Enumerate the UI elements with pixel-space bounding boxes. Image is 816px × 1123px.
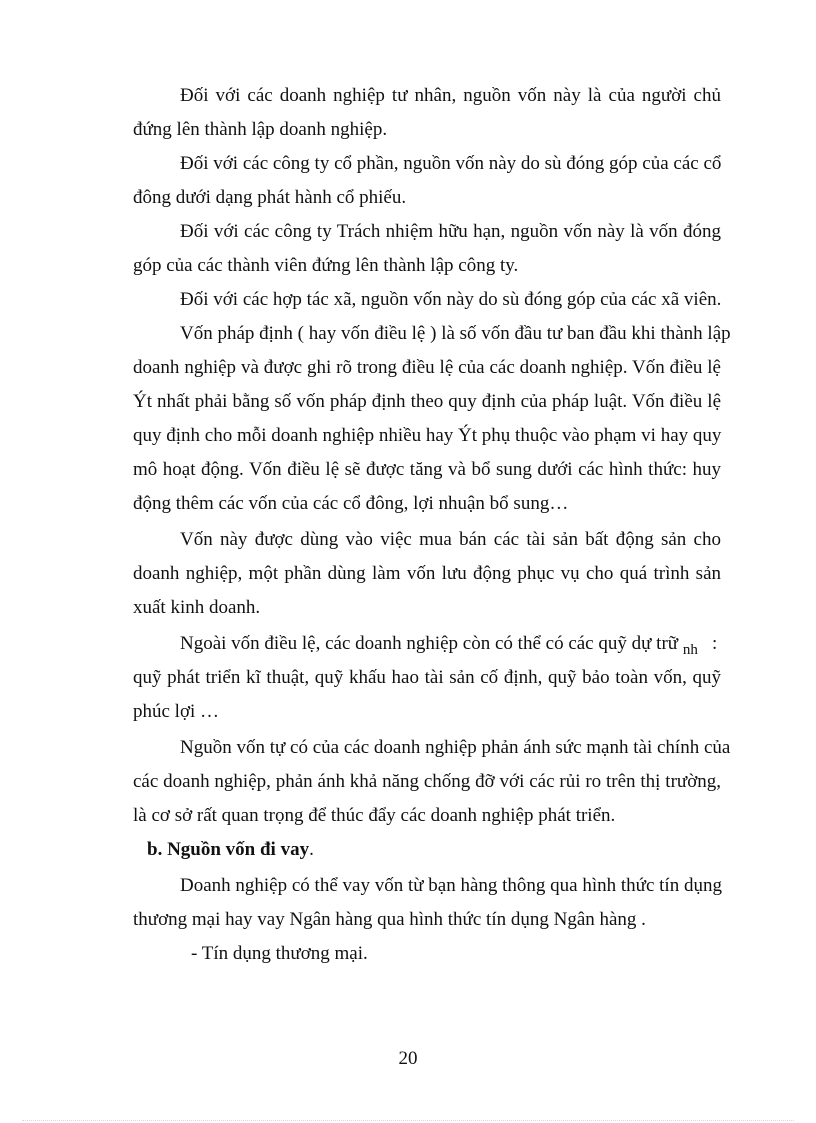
- text-line: Đối với các doanh nghiệp tư nhân, nguồn vốn này là của người chủ: [180, 85, 721, 106]
- text-line: Đối với các công ty Trách nhiệm hữu hạn, nguồn vốn này là vốn đóng: [180, 221, 721, 242]
- text-line: :: [712, 633, 718, 654]
- text-line: góp của các thành viên đứng lên thành lập công ty.: [133, 255, 519, 276]
- text-line: đông dưới dạng phát hành cổ phiếu.: [133, 187, 407, 208]
- text-line: phúc lợi …: [133, 701, 220, 722]
- text-line: Ýt nhất phải bằng số vốn pháp định theo quy định của pháp luật. Vốn điều lệ: [133, 391, 721, 412]
- section-heading: [147, 838, 314, 862]
- list-item: - Tín dụng thương mại.: [191, 943, 368, 964]
- text-line: mô hoạt động. Vốn điều lệ sẽ được tăng và bổ sung dưới các hình thức: huy: [133, 459, 721, 480]
- text-line: đứng lên thành lập doanh nghiệp.: [133, 119, 388, 140]
- text-line: Nguồn vốn tự có của các doanh nghiệp phản ánh sức mạnh tài chính của: [180, 737, 731, 758]
- text-line: [180, 632, 698, 657]
- text-line: các doanh nghiệp, phản ánh khả năng chống đỡ với các rủi ro trên thị trường,: [133, 771, 721, 792]
- text-line: là cơ sở rất quan trọng để thúc đẩy các doanh nghiệp phát triển.: [133, 805, 616, 826]
- heading-text: b. Nguồn vốn đi vay: [147, 839, 310, 860]
- text-line: Đối với các công ty cổ phần, nguồn vốn này do sù đóng góp của các cổ: [180, 153, 722, 174]
- page-divider: [22, 1120, 794, 1121]
- text-line: xuất kinh doanh.: [133, 597, 261, 618]
- text-line: động thêm các vốn của các cổ đông, lợi nhuận bổ sung…: [133, 493, 569, 514]
- text-line: Vốn pháp định ( hay vốn điều lệ ) là số vốn đầu tư ban đầu khi thành lập: [180, 323, 731, 344]
- subscript-text: nh: [682, 642, 698, 658]
- text-line: doanh nghiệp, một phần dùng làm vốn lưu động phục vụ cho quá trình sản: [133, 563, 721, 584]
- text-line: thương mại hay vay Ngân hàng qua hình thức tín dụng Ngân hàng .: [133, 909, 646, 930]
- heading-period: .: [309, 839, 314, 860]
- text-line: doanh nghiệp và được ghi rõ trong điều lệ của các doanh nghiệp. Vốn điều lệ: [133, 357, 721, 378]
- text-line: quy định cho mỗi doanh nghiệp nhiều hay Ýt phụ thuộc vào phạm vi hay quy: [133, 425, 722, 446]
- page-number: 20: [398, 1048, 418, 1069]
- text-line: Đối với các hợp tác xã, nguồn vốn này do sù đóng góp của các xã viên.: [180, 289, 722, 310]
- text-line: Doanh nghiệp có thể vay vốn từ bạn hàng thông qua hình thức tín dụng: [180, 875, 722, 896]
- text-run: Ngoài vốn điều lệ, các doanh nghiệp còn có thể có các quỹ dự trữ: [180, 633, 679, 654]
- text-line: quỹ phát triển kĩ thuật, quỹ khấu hao tài sản cố định, quỹ bảo toàn vốn, quỹ: [133, 667, 721, 688]
- text-line: Vốn này được dùng vào việc mua bán các tài sản bất động sản cho: [180, 529, 721, 550]
